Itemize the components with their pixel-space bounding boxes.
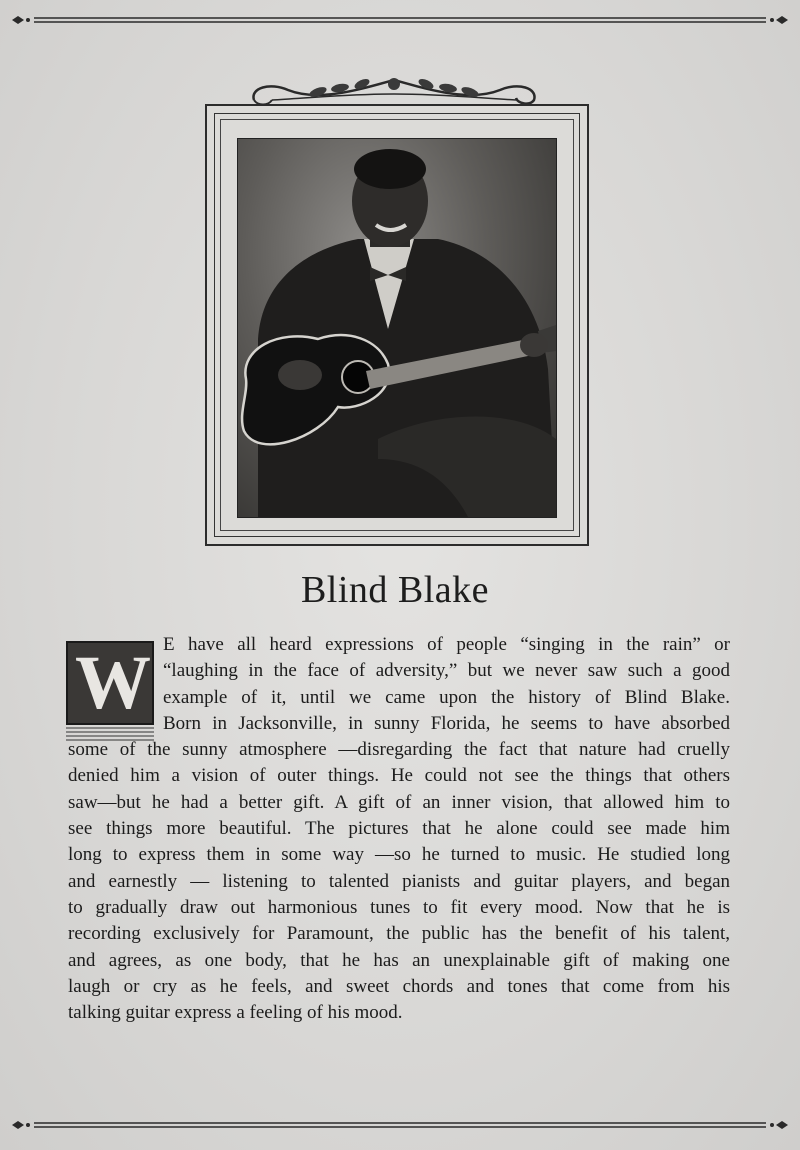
paragraph-line: denied him a vision of outer things. He could not see the things that others	[68, 765, 730, 787]
paragraph-line: Born in Jacksonville, in sunny Florida, he seems to have absorbed	[163, 712, 730, 734]
paragraph-line: long to express them in some way —so he turned to music. He studied long	[68, 844, 730, 866]
paragraph-line: some of the sunny atmosphere —disregarding the fact that nature had cruelly	[68, 739, 730, 761]
biography-paragraph	[68, 632, 730, 1026]
paragraph-line: example of it, until we came upon the history of Blind Blake.	[163, 686, 730, 708]
paragraph-line: E have all heard expressions of people “singing in the rain” or	[163, 634, 730, 655]
top-decorative-rule	[10, 13, 790, 27]
paragraph-line: talking guitar express a feeling of his mood.	[68, 1002, 403, 1024]
dropcap-letter: W	[75, 641, 145, 725]
portrait-photo	[237, 138, 557, 518]
portrait-frame	[205, 104, 589, 546]
paragraph-line: and agrees, as one body, that he has an unexplainable gift of making one	[68, 949, 730, 971]
paragraph-line: see things more beautiful. The pictures that he alone could see made him	[68, 818, 730, 840]
paragraph-line: and earnestly — listening to talented pianists and guitar players, and began	[68, 870, 730, 892]
paragraph-line: “laughing in the face of adversity,” but we never saw such a good	[163, 660, 730, 682]
page-title: Blind Blake	[300, 569, 490, 611]
paragraph-line: saw—but he had a better gift. A gift of an inner vision, that allowed him to	[68, 791, 730, 813]
bottom-decorative-rule	[10, 1118, 790, 1132]
paragraph-line: to gradually draw out harmonious tunes to fit every mood. Now that he is	[68, 896, 730, 918]
paragraph-line: recording exclusively for Paramount, the public has the benefit of his talent,	[68, 923, 730, 945]
paragraph-line: laugh or cry as he feels, and sweet chords and tones that come from his	[68, 975, 730, 997]
